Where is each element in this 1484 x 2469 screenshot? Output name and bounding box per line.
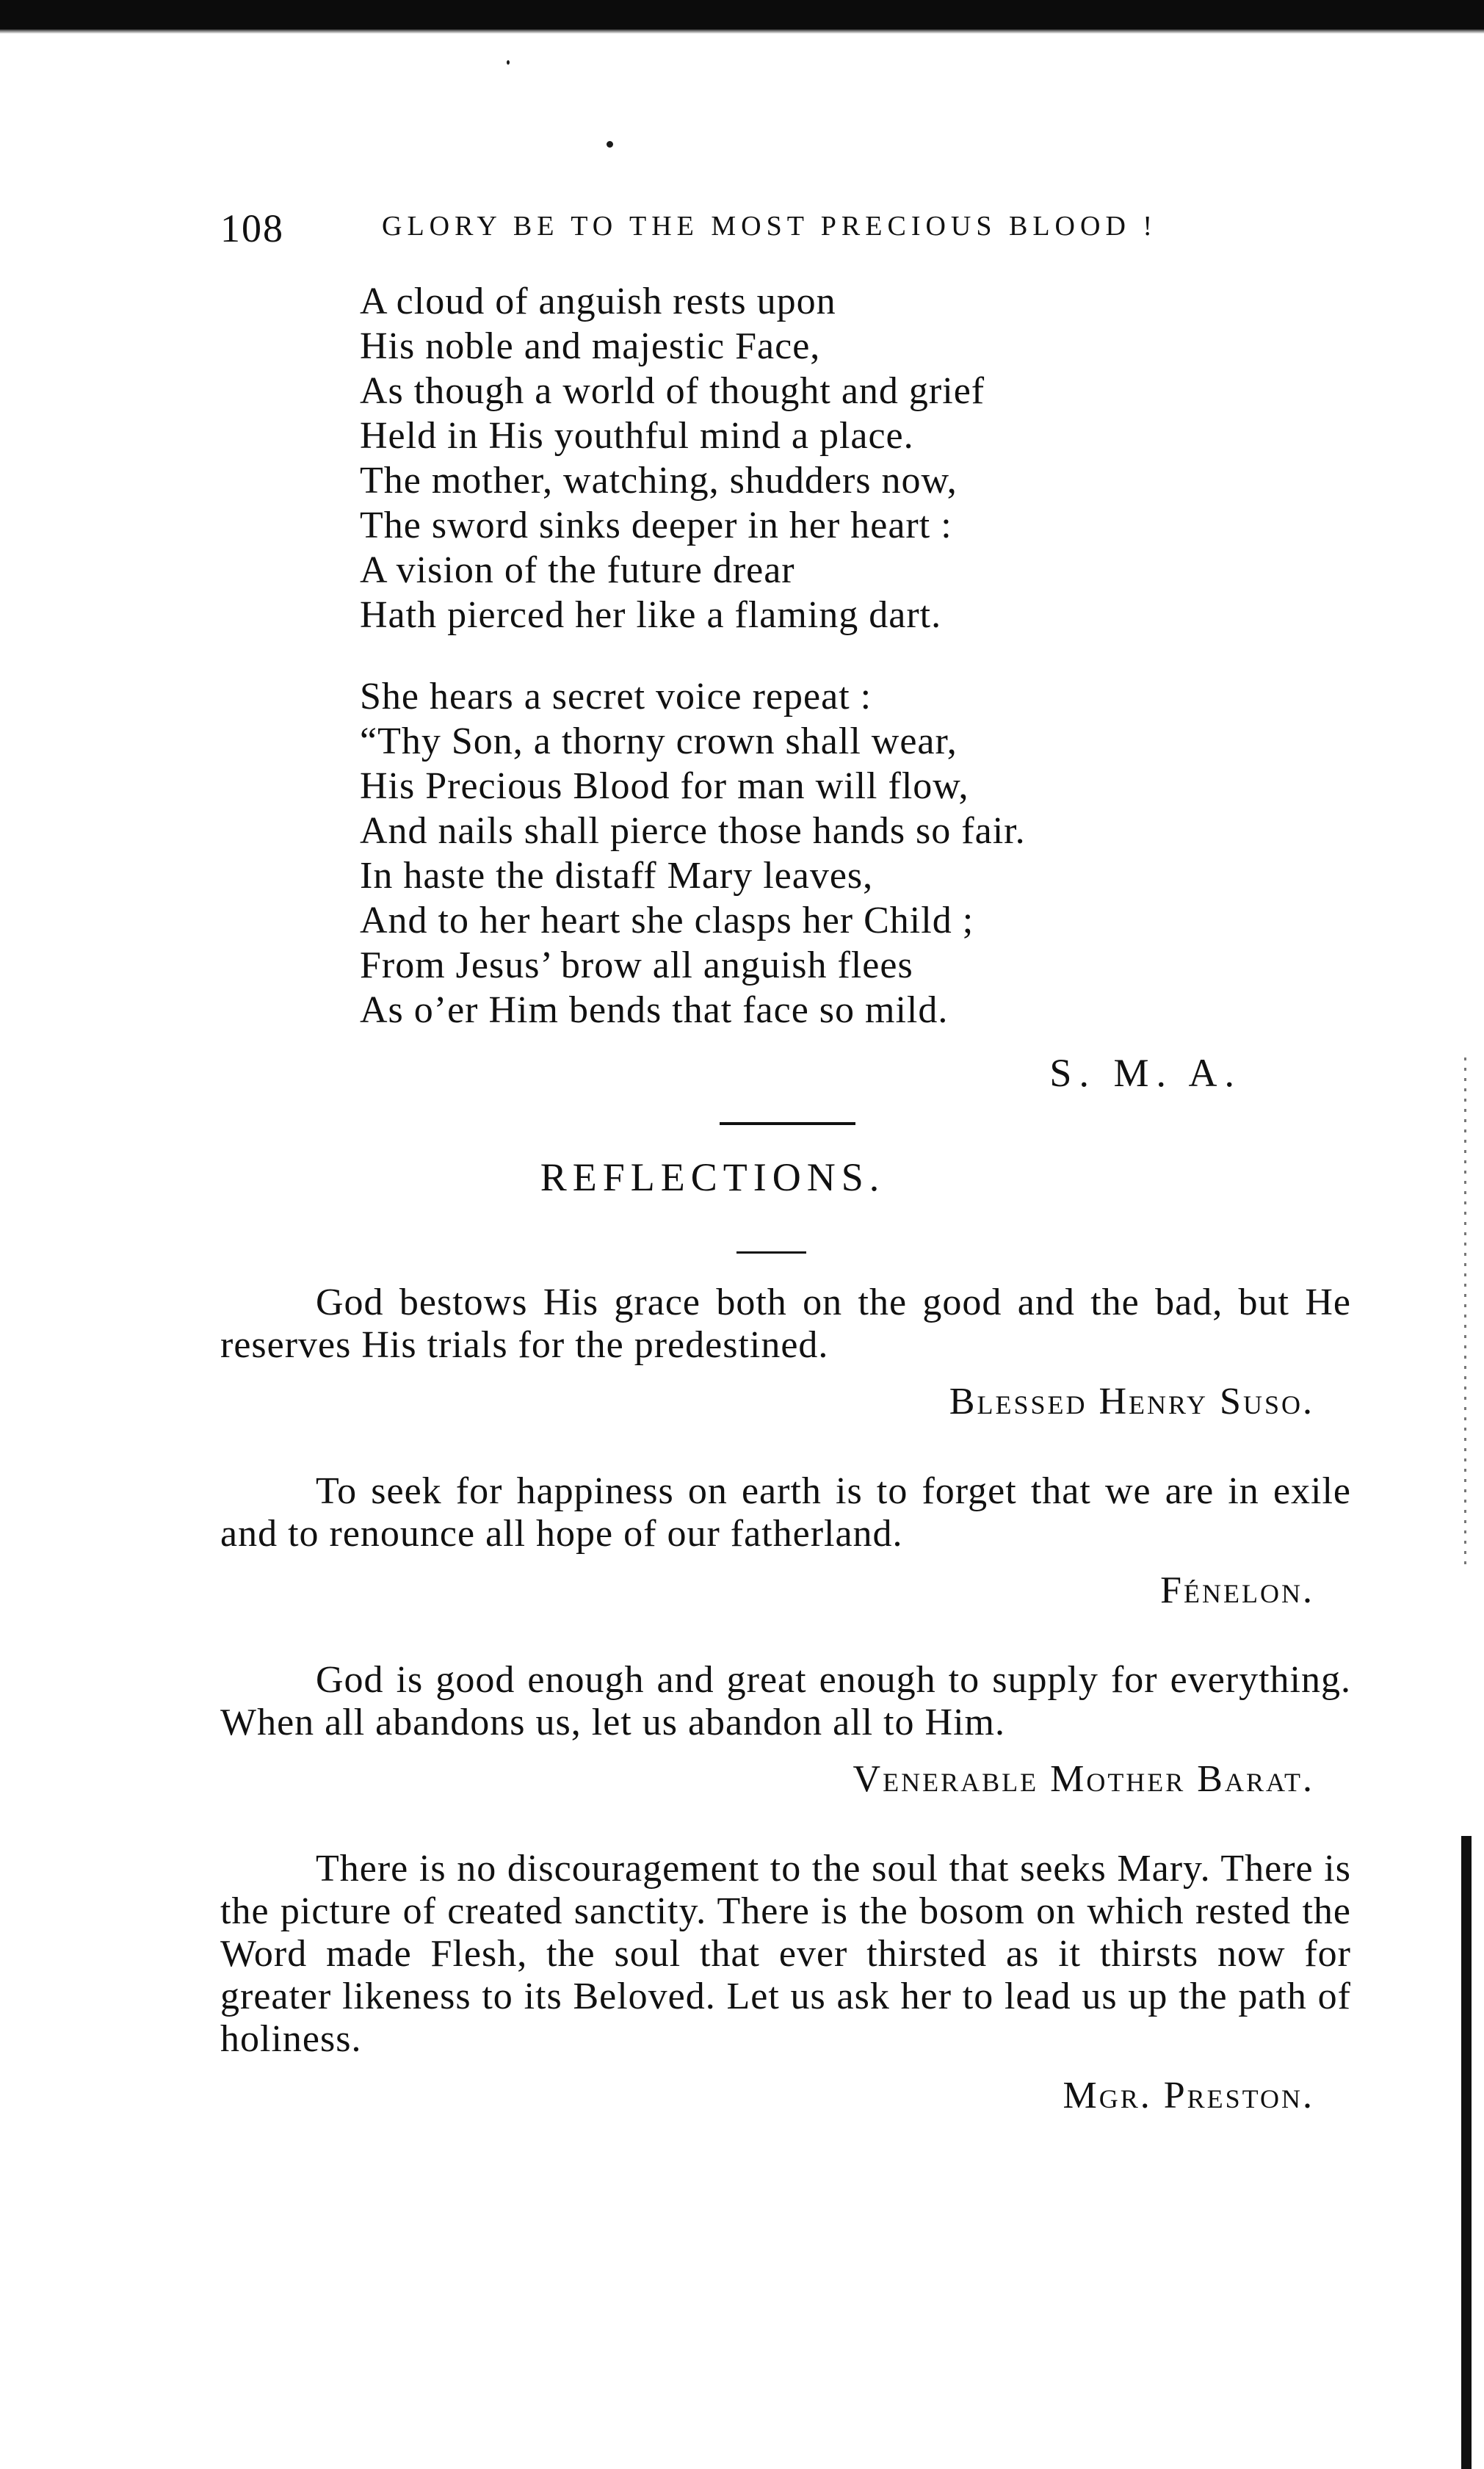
reflection-item <box>220 1470 1351 1612</box>
page-edge-shadow <box>1464 1058 1466 1572</box>
ink-speck <box>607 141 613 148</box>
poem-line: A cloud of anguish rests upon <box>360 281 836 322</box>
poem-line: From Jesus’ brow all anguish flees <box>360 944 913 986</box>
poem-line: As though a world of thought and grief <box>360 370 985 412</box>
poem-line: “Thy Son, a thorny crown shall wear, <box>360 720 958 762</box>
poem-line: In haste the distaff Mary leaves, <box>360 855 874 897</box>
poem-line: As o’er Him bends that face so mild. <box>360 989 949 1031</box>
poem-line: The sword sinks deeper in her heart : <box>360 505 952 546</box>
poem-line: Hath pierced her like a flaming dart. <box>360 594 942 636</box>
section-divider-short <box>736 1251 806 1254</box>
poem-signature: S. M. A. <box>1049 1051 1242 1095</box>
poem-line: And nails shall pierce those hands so fair. <box>360 810 1026 852</box>
poem-line: Held in His youthful mind a place. <box>360 415 914 457</box>
page-edge-border <box>1461 1836 1472 2469</box>
page-header <box>220 206 1204 250</box>
poem <box>360 279 1314 1033</box>
running-head: GLORY BE TO THE MOST PRECIOUS BLOOD ! <box>382 211 1158 242</box>
reflection-quote: To seek for happiness on earth is to forget that we are in exile and to renounce all hope of our fatherland. <box>220 1470 1351 1555</box>
reflection-quote: God is good enough and great enough to supply for everything. When all abandons us, let us abandon all to Him. <box>220 1659 1351 1743</box>
page-top-border-shadow <box>0 29 1484 34</box>
poem-line: His Precious Blood for man will flow, <box>360 765 969 807</box>
section-title: REFLECTIONS. <box>540 1155 886 1199</box>
reflection-item <box>220 1282 1351 1423</box>
stanza-spacer <box>360 637 1314 674</box>
poem-line: His noble and majestic Face, <box>360 325 821 367</box>
reflection-item <box>220 1848 1351 2117</box>
reflection-quote: There is no discouragement to the soul that seeks Mary. There is the picture of created sanctity. There is the bosom on which rested the Word made Flesh, the soul that ever thirsted as it thirsts now for greater likeness to its Beloved. Let us ask her to lead us up the path of holiness. <box>220 1848 1351 2060</box>
poem-stanza-2 <box>360 674 1314 1033</box>
poem-stanza-1 <box>360 279 1314 637</box>
page-top-border <box>0 0 1484 29</box>
reflection-author: Blessed Henry Suso. <box>949 1381 1314 1423</box>
poem-line: A vision of the future drear <box>360 549 795 591</box>
reflections-list <box>220 1282 1351 2164</box>
reflection-author: Mgr. Preston. <box>1063 2075 1314 2116</box>
section-divider <box>720 1122 855 1125</box>
poem-line: The mother, watching, shudders now, <box>360 460 958 502</box>
reflection-author: Venerable Mother Barat. <box>853 1758 1314 1800</box>
reflection-author: Fénelon. <box>1160 1569 1314 1611</box>
reflection-quote: God bestows His grace both on the good and the bad, but He reserves His trials for the predestined. <box>220 1282 1351 1366</box>
page-number: 108 <box>220 206 284 250</box>
poem-line: She hears a secret voice repeat : <box>360 676 872 717</box>
ink-speck <box>507 60 510 65</box>
poem-line: And to her heart she clasps her Child ; <box>360 900 974 941</box>
reflection-item <box>220 1659 1351 1801</box>
